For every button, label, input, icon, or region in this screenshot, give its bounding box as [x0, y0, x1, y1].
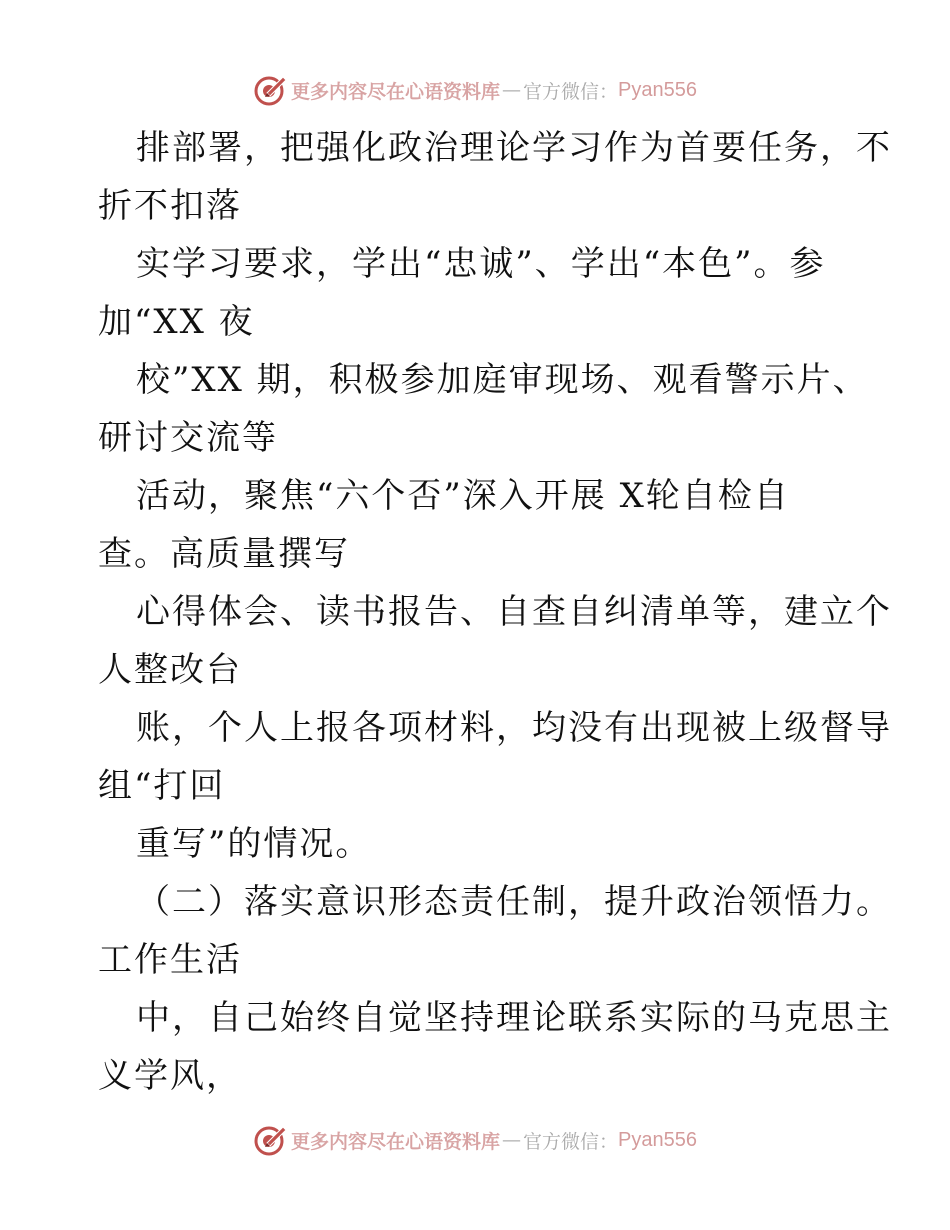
text-line: 实学习要求，学出“忠诚”、学出“本色”。参	[136, 244, 826, 284]
text-line: 研讨交流等	[98, 418, 278, 458]
text-line: 心得体会、读书报告、自查自纠清单等，建立个	[136, 592, 892, 632]
text-line: 重写”的情况。	[136, 824, 372, 864]
pen-logo-icon	[253, 1123, 287, 1157]
document-body	[98, 119, 892, 1105]
text-line: 折不扣落	[98, 186, 242, 226]
pen-logo-icon	[253, 73, 287, 107]
footer-banner	[0, 1120, 950, 1160]
text-line: 加“XX 夜	[98, 302, 255, 342]
text-line: 排部署，把强化政治理论学习作为首要任务，不	[136, 128, 892, 168]
header-dash: —	[502, 79, 522, 101]
text-line: 查。高质量撰写	[98, 534, 350, 574]
text-line: 人整改台	[98, 650, 242, 690]
text-line: 中，自己始终自觉坚持理论联系实际的马克思主	[136, 998, 892, 1038]
header-banner	[0, 70, 950, 110]
footer-wechat-label: 官方微信：	[523, 1130, 619, 1153]
text-line: 工作生活	[98, 940, 242, 980]
text-line: 义学风，	[98, 1056, 242, 1096]
text-line: 校”XX 期，积极参加庭审现场、观看警示片、	[136, 360, 869, 400]
footer-dash: —	[502, 1129, 522, 1151]
footer-wechat-handle: Pyan556	[618, 1128, 697, 1151]
text-line: 组“打回	[98, 766, 226, 806]
header-slogan: 更多内容尽在心语资料库	[291, 80, 501, 103]
header-wechat-label: 官方微信：	[523, 80, 619, 103]
header-wechat-handle: Pyan556	[618, 78, 697, 101]
text-line: （二）落实意识形态责任制，提升政治领悟力。	[136, 882, 892, 922]
text-line: 活动，聚焦“六个否”深入开展 X轮自检自	[136, 476, 790, 516]
footer-slogan: 更多内容尽在心语资料库	[291, 1130, 501, 1153]
text-line: 账，个人上报各项材料，均没有出现被上级督导	[136, 708, 892, 748]
